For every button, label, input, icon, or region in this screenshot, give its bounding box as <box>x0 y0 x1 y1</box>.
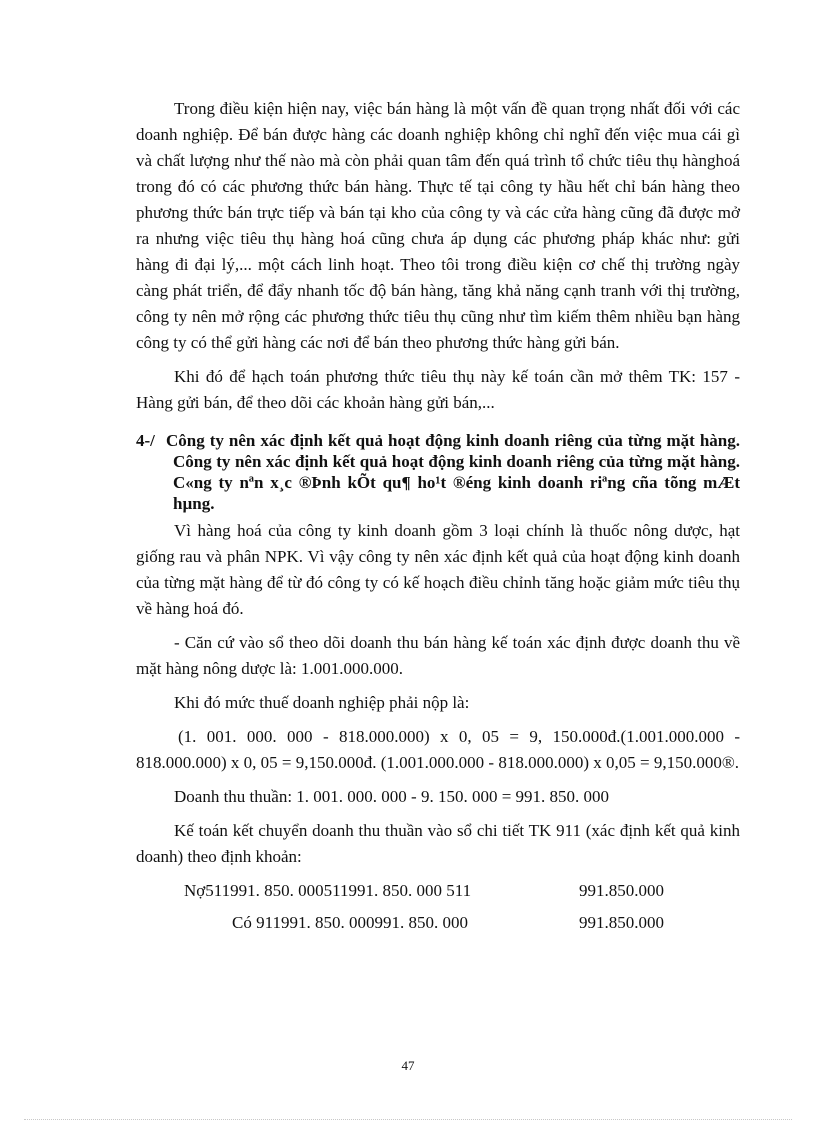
entry-amount: 991.850.000 <box>579 913 664 932</box>
section-heading-4 <box>136 430 740 514</box>
paragraph-product-lines: Vì hàng hoá của công ty kinh doanh gồm 3 loại chính là thuốc nông dược, hạt giống rau và phân NPK. Vì vậy công ty nên xác định kết quả của hoạt động kinh doanh của từng mặt hàng để từ đó công ty có kế hoạch điều chỉnh tăng hoặc giảm mức tiêu thụ về hàng hoá đó. <box>136 521 740 618</box>
footer-divider <box>24 1119 792 1120</box>
journal-entry-credit <box>136 910 740 936</box>
net-revenue-line: Doanh thu thuần: 1. 001. 000. 000 - 9. 150. 000 = 991. 850. 000 <box>174 787 610 806</box>
tax-formula: (1. 001. 000. 000 - 818.000.000) x 0, 05 = 9, 150.000đ.(1.001.000.000 - 818.000.000) x 0, 05 = 9,150.000đ. (1.001.000.000 - 818.000.000) x 0,05 = 9,150.000®. <box>136 727 740 772</box>
paragraph-sales-conditions: Trong điều kiện hiện nay, việc bán hàng là một vấn đề quan trọng nhất đối với các doanh nghiệp. Để bán được hàng các doanh nghiệp không chỉ nghĩ đến việc mua cái gì và chất lượng như thế nào mà còn phải quan tâm đến quá trình tổ chức tiêu thụ hànghoá trong đó có các phương thức bán hàng. Thực tế tại công ty hầu hết chỉ bán hàng theo phương thức bán trực tiếp và bán tại kho của công ty và các cửa hàng cũng đã được mở ra nhưng việc tiêu thụ hàng hoá cũng chưa áp dụng các phương pháp khác như: gửi hàng đi đại lý,... một cách linh hoạt. Theo tôi trong điều kiện cơ chế thị trường ngày càng phát triển, để đẩy nhanh tốc độ bán hàng, tăng khả năng cạnh tranh với thị trường, công ty nên mở rộng các phương thức tiêu thụ cũng như tìm kiếm thêm nhiều bạn hàng công ty có thể gửi hàng các nơi để bán theo phương thức hàng gửi bán. <box>136 99 740 352</box>
paragraph-tax-intro: Khi đó mức thuế doanh nghiệp phải nộp là: <box>174 693 470 712</box>
section-title: Công ty nên xác định kết quả hoạt động kinh doanh riêng của từng mặt hàng. Công ty nên xác định kết quả hoạt động kinh doanh riêng của từng mặt hàng. C«ng ty nªn x¸c ®Þnh kÕt qu¶ ho¹t ®éng kinh doanh riªng cña tõng mÆt hµng. <box>166 431 740 513</box>
entry-label: Nợ511991. 850. 000511991. 850. 000 511 <box>184 881 472 900</box>
document-body <box>136 96 740 942</box>
paragraph-revenue-basis: - Căn cứ vào sổ theo dõi doanh thu bán hàng kế toán xác định được doanh thu về mặt hàng nông dược là: 1.001.000.000. <box>136 633 740 678</box>
entry-label: Có 911991. 850. 000991. 850. 000 <box>232 913 468 932</box>
page-number: 47 <box>401 1058 415 1073</box>
entry-amount: 991.850.000 <box>579 881 664 900</box>
paragraph-transfer: Kế toán kết chuyển doanh thu thuần vào sổ chi tiết TK 911 (xác định kết quả kinh doanh) theo định khoản: <box>136 821 740 866</box>
paragraph-tk157: Khi đó để hạch toán phương thức tiêu thụ này kế toán cần mở thêm TK: 157 - Hàng gửi bán, để theo dõi các khoản hàng gửi bán,... <box>136 367 740 412</box>
journal-entry-debit <box>136 878 740 904</box>
section-number: 4-/ <box>136 431 155 450</box>
